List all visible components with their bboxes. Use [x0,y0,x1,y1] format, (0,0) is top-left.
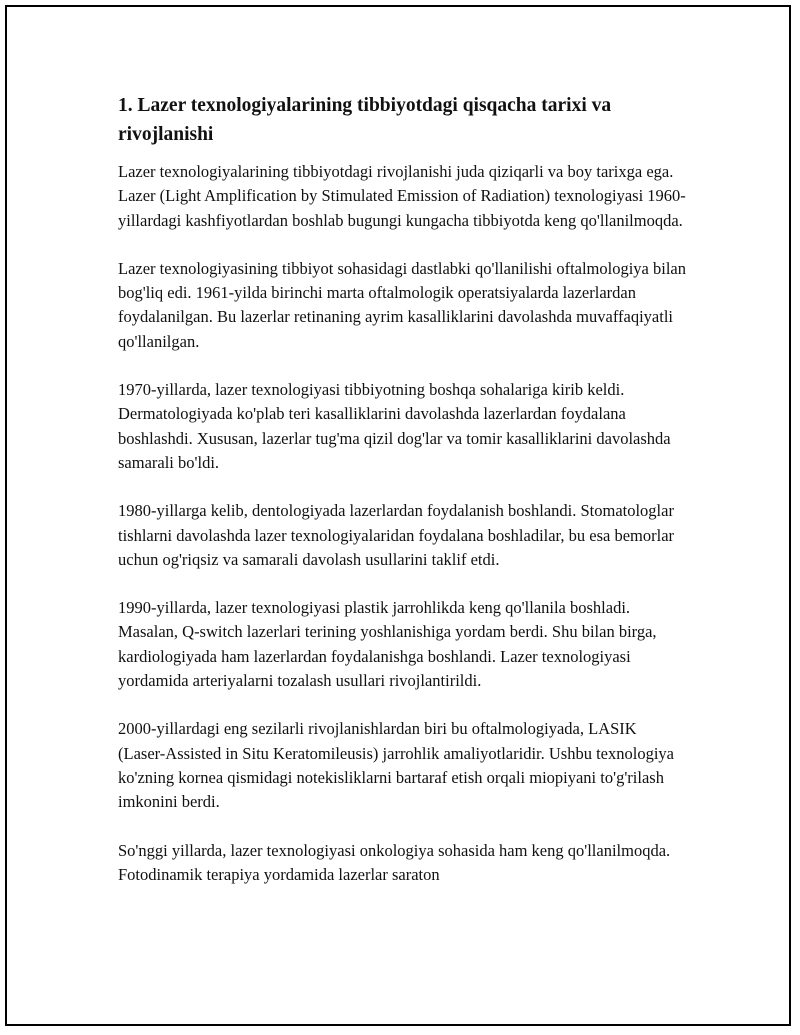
paragraph-1980s: 1980-yillarga kelib, dentologiyada lazerlardan foydalanish boshlandi. Stomatologlar tishlarni davolashda lazer texnologiyalaridan foydalana boshladilar, bu esa bemorlar uchun og'riqsiz va samarali davolash usullarini taklif etdi. [118,501,675,569]
paragraph-1970s: 1970-yillarda, lazer texnologiyasi tibbiyotning boshqa sohalariga kirib keldi. Dermatologiyada ko'plab teri kasalliklarini davolashda lazerlardan foydalana boshlashdi. Xususan, lazerlar tug'ma qizil dog'lar va tomir kasalliklarini davolashda samarali bo'ldi. [118,380,671,472]
document-body [118,91,688,911]
paragraph-ophthalmology: Lazer texnologiyasining tibbiyot sohasidagi dastlabki qo'llanilishi oftalmologiya bilan bog'liq edi. 1961-yilda birinchi marta oftalmologik operatsiyalarda lazerlardan foydalanilgan. Bu lazerlar retinaning ayrim kasalliklarini davolashda muvaffaqiyatli qo'llanilgan. [118,258,687,351]
paragraph-2000s: 2000-yillardagi eng sezilarli rivojlanishlardan biri bu oftalmologiyada, LASIK (Laser-Assisted in Situ Keratomileusis) jarrohlik amaliyotlaridir. Ushbu texnologiya ko'zning kornea qismidagi notekisliklarni bartaraf etish orqali miopiyani to'g'rilash imkonini berdi. [118,719,674,812]
paragraph-1990s: 1990-yillarda, lazer texnologiyasi plastik jarrohlikda keng qo'llanila boshladi. Masalan, Q-switch lazerlari terining yoshlanishiga yordam berdi. Shu bilan birga, kardiologiyada ham lazerlardan foydalanishga boshlandi. Lazer texnologiyasi yordamida arteriyalarni tozalash usullari rivojlantirildi. [118,598,657,691]
paragraph-recent: So'nggi yillarda, lazer texnologiyasi onkologiya sohasida ham keng qo'llanilmoqda. Fotodinamik terapiya yordamida lazerlar saraton [118,840,671,884]
section-heading: 1. Lazer texnologiyalarining tibbiyotdagi qisqacha tarixi va rivojlanishi [118,95,612,145]
paragraph-intro: Lazer texnologiyalarining tibbiyotdagi rivojlanishi juda qiziqarli va boy tarixga ega. Lazer (Light Amplification by Stimulated Emission of Radiation) texnologiyasi 1960-yillardagi kashfiyotlardan boshlab bugungi kungacha tibbiyotda keng qo'llanilmoqda. [118,162,686,230]
